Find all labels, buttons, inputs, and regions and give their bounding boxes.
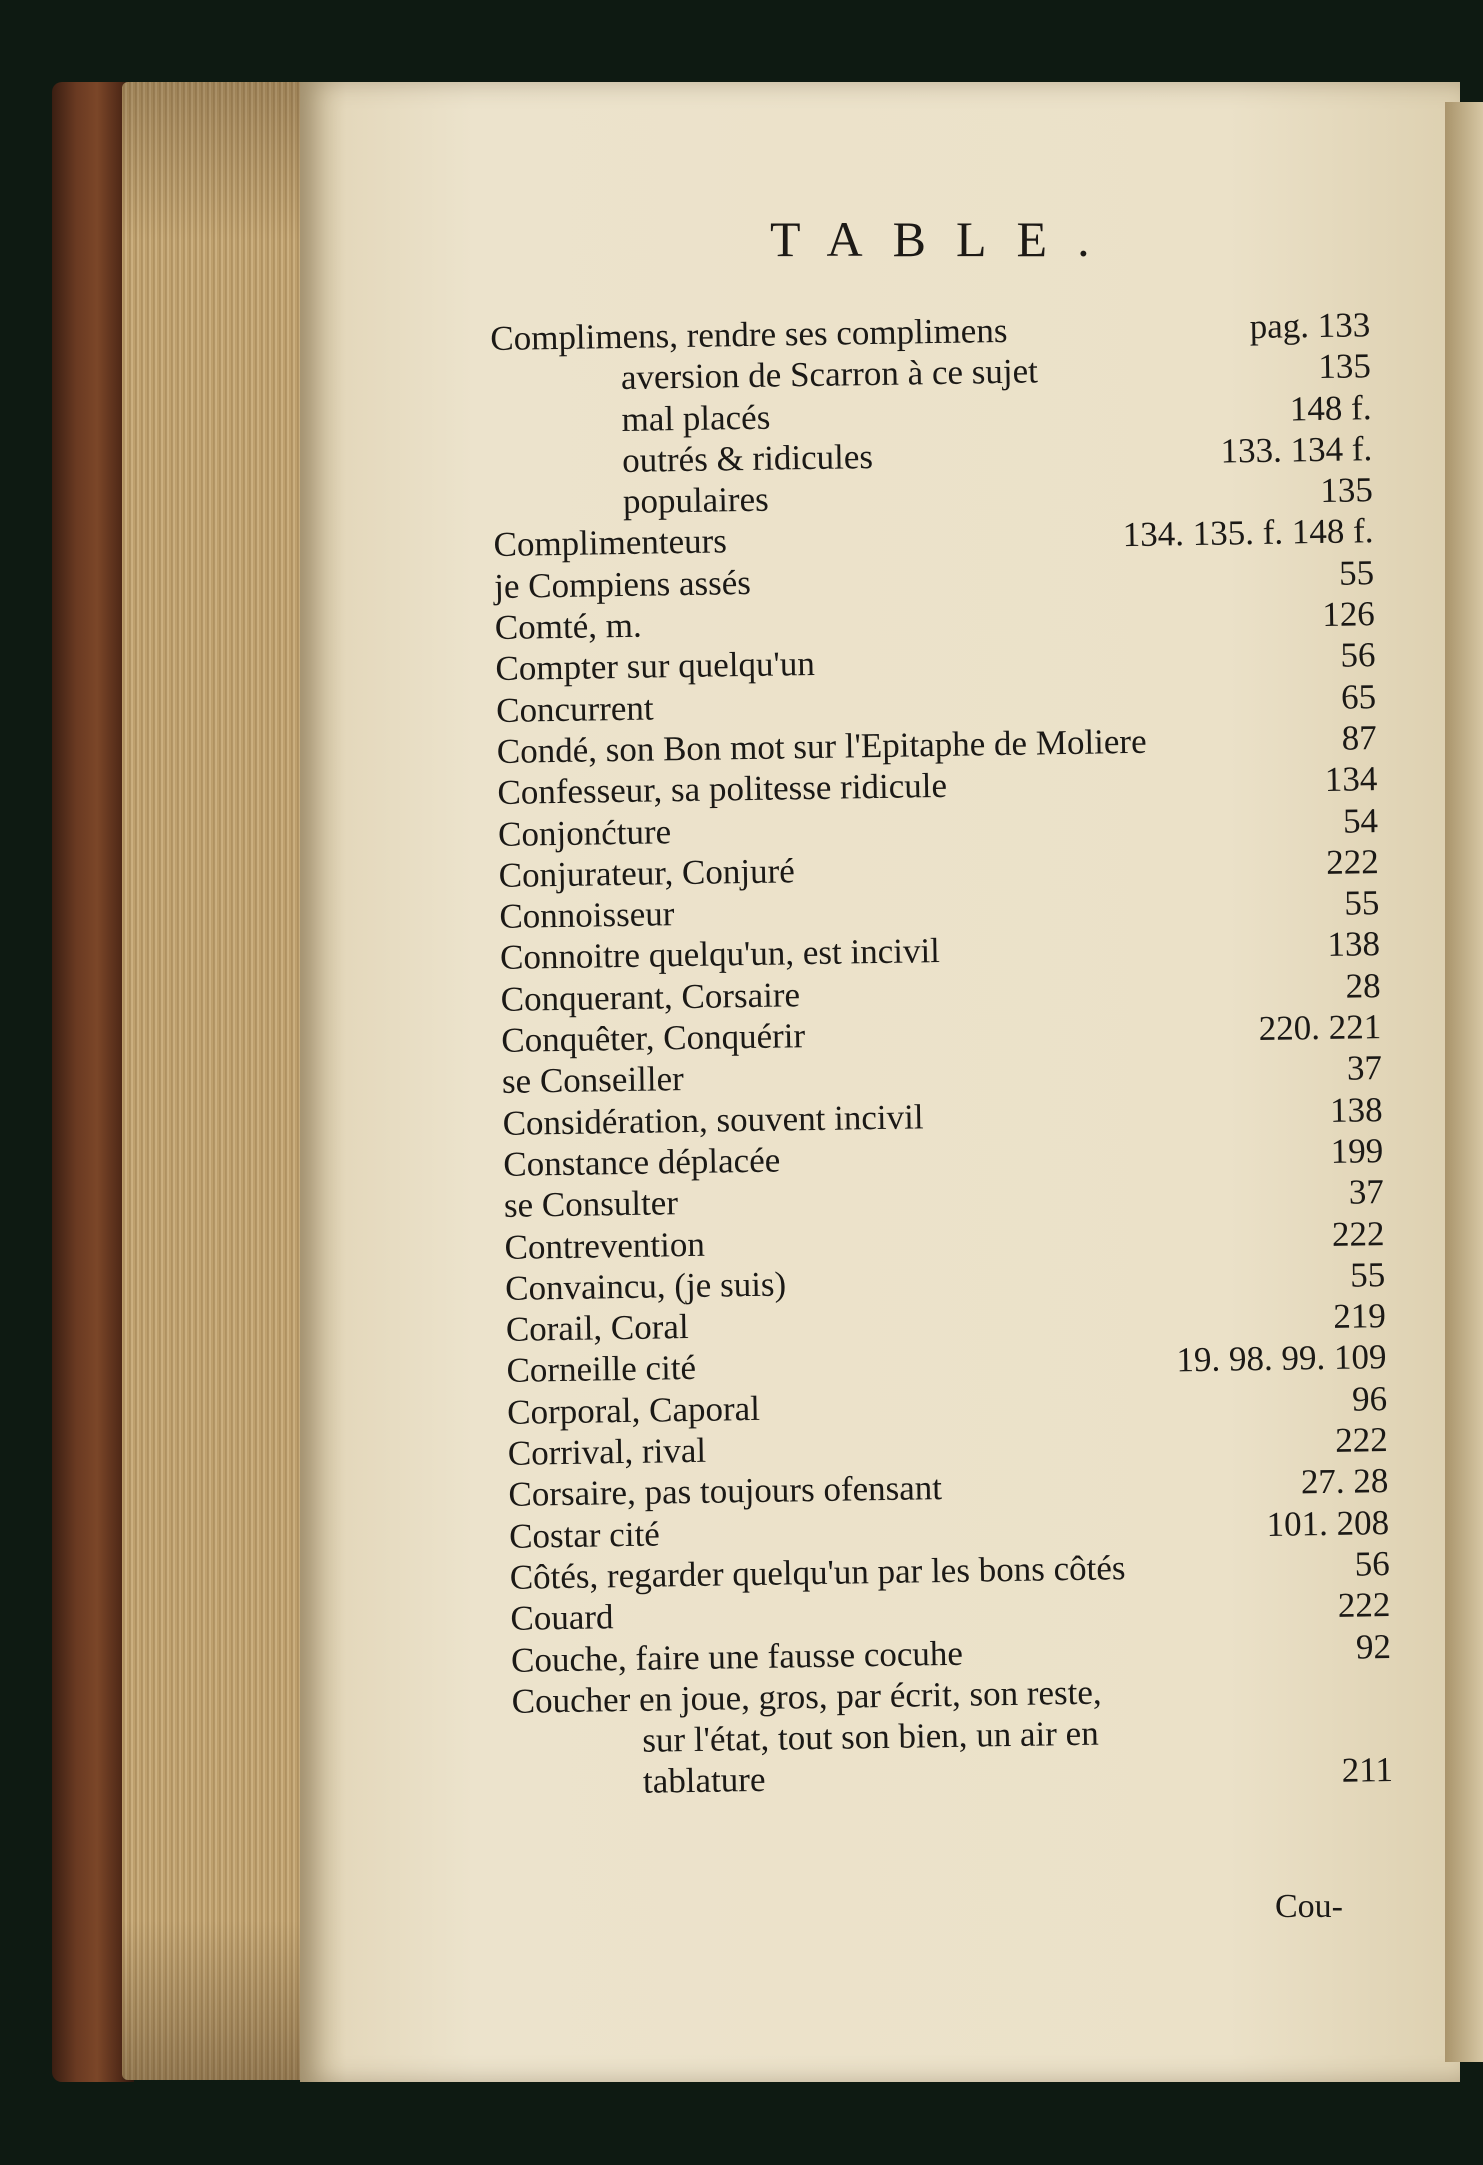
entry-continuation: tablature (642, 1760, 766, 1802)
entry-term: Concurrent (495, 688, 654, 730)
entry-term: Corrival, rival (507, 1430, 707, 1473)
entry-term: se Conseiller (501, 1059, 685, 1102)
entry-pages: 87 (1341, 718, 1378, 758)
index-entries (490, 304, 1394, 1802)
next-page-edge (1445, 102, 1483, 2062)
entry-pages: 211 (1341, 1750, 1394, 1791)
entry-term: outrés & ridicules (621, 436, 874, 480)
entry-pages: pag. 133 (1249, 305, 1371, 347)
entry-pages: 56 (1354, 1543, 1390, 1584)
entry-pages: 135 (1318, 346, 1372, 387)
entry-pages: 222 (1337, 1585, 1391, 1626)
entry-term: Comté, m. (494, 605, 642, 648)
entry-term: Couche, faire une fausse cocuhe (510, 1633, 964, 1680)
entry-term: Contrevention (504, 1224, 706, 1267)
entry-term: Conquerant, Corsaire (500, 974, 801, 1019)
entry-pages: 134 (1324, 759, 1378, 800)
entry-pages: 222 (1331, 1213, 1385, 1254)
entry-term: Connoisseur (499, 894, 675, 937)
entry-pages: 222 (1325, 841, 1379, 882)
entry-pages: 37 (1348, 1172, 1385, 1212)
entry-term: Convaincu, (je suis) (504, 1264, 787, 1308)
entry-term: se Consulter (503, 1183, 679, 1226)
entry-pages: 134. 135. f. 148 f. (1122, 511, 1374, 555)
index-entry (511, 1667, 1394, 1802)
entry-pages: 55 (1343, 883, 1380, 923)
entry-term: Considération, souvent incivil (502, 1096, 924, 1143)
entry-term: Corneille cité (506, 1348, 697, 1391)
entry-pages: 65 (1340, 676, 1377, 717)
entry-pages: 28 (1345, 965, 1381, 1006)
entry-pages: 55 (1338, 552, 1375, 593)
entry-term: Confesseur, sa politesse ridicule (497, 766, 948, 813)
entry-term: populaires (622, 479, 769, 522)
entry-term: mal placés (621, 397, 771, 439)
entry-pages: 55 (1349, 1254, 1386, 1295)
entry-pages: 133. 134 f. (1220, 429, 1373, 471)
entry-term: je Compiens assés (493, 562, 752, 606)
entry-term: Constance déplacée (502, 1140, 781, 1184)
entry-term: Côtés, regarder quelqu'un par les bons côtés (509, 1548, 1126, 1597)
entry-pages: 138 (1329, 1089, 1383, 1130)
entry-term: Corail, Coral (505, 1307, 689, 1349)
entry-pages: 138 (1327, 924, 1381, 965)
page-title: TABLE. (770, 211, 1120, 267)
entry-pages: 96 (1351, 1378, 1388, 1419)
entry-term: Complimenteurs (493, 521, 728, 565)
entry-term: Complimens, rendre ses complimens (490, 310, 1008, 358)
entry-pages: 92 (1355, 1626, 1392, 1667)
entry-pages: 135 (1320, 470, 1374, 511)
entry-term: Compter sur quelqu'un (495, 644, 816, 689)
entry-term: Costar cité (508, 1514, 661, 1556)
entry-pages: 219 (1332, 1296, 1387, 1336)
entry-term: Couard (510, 1597, 614, 1639)
entry-pages: 222 (1334, 1420, 1389, 1460)
entry-pages: 126 (1321, 594, 1376, 635)
entry-continuation: sur l'état, tout son bien, un air en (642, 1713, 1099, 1760)
entry-pages: 56 (1340, 635, 1376, 676)
entry-term: Conquêter, Conquérir (501, 1016, 806, 1060)
entry-term: Corporal, Caporal (506, 1388, 761, 1432)
entry-term: Corsaire, pas toujours ofensant (508, 1468, 943, 1515)
entry-pages: 220. 221 (1258, 1007, 1382, 1049)
entry-term: Conjonćture (497, 811, 672, 854)
entry-pages: 54 (1342, 800, 1379, 841)
entry-pages: 101. 208 (1266, 1502, 1390, 1544)
entry-term: aversion de Scarron à ce sujet (620, 351, 1039, 398)
entry-pages: 148 f. (1289, 387, 1372, 429)
entry-pages: 19. 98. 99. 109 (1176, 1337, 1387, 1380)
entry-term: Condé, son Bon mot sur l'Epitaphe de Moliere (496, 721, 1147, 771)
entry-pages: 199 (1330, 1131, 1384, 1171)
entry-pages: 37 (1346, 1048, 1383, 1088)
entry-term: Conjurateur, Conjuré (498, 851, 796, 895)
entry-pages: 27. 28 (1300, 1461, 1389, 1502)
entry-term: Connoitre quelqu'un, est incivil (499, 931, 941, 978)
catchword: Cou- (1275, 1888, 1343, 1925)
entry-term: Coucher en joue, gros, par écrit, son reste, (511, 1672, 1102, 1721)
